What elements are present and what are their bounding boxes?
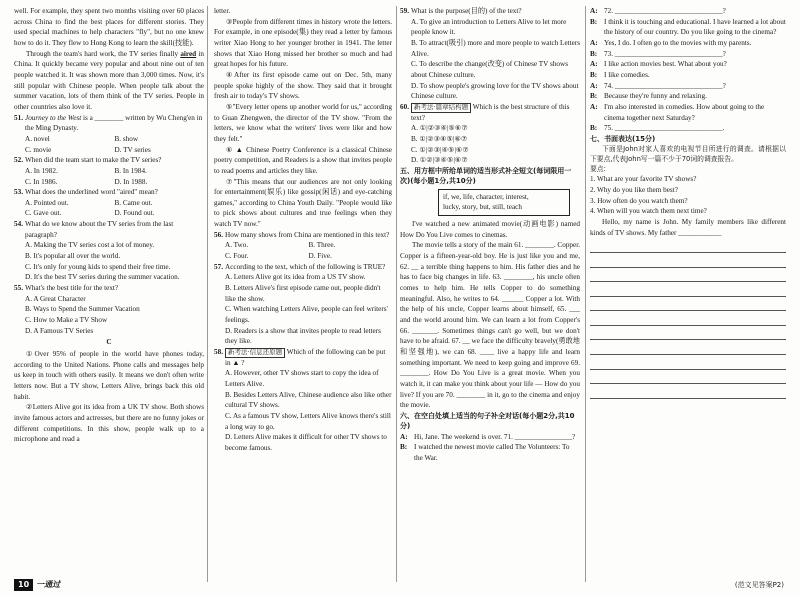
option-b[interactable]: B. In 1984. [114, 166, 147, 175]
option-c[interactable]: C. To describe the change(改变) of Chinese TV shows about Chinese culture. [411, 60, 568, 79]
writing-line[interactable] [590, 297, 786, 312]
writing-point: 4. When will you watch them next time? [590, 207, 707, 216]
writing-line[interactable] [590, 340, 786, 355]
options-row [214, 240, 392, 251]
speaker: A: [590, 60, 598, 69]
essay-start: Hello, my name is John. My family members like different kinds of TV shows. My father ____________ [590, 218, 786, 237]
passage-c-para: ⑦"This means that our audiences are not only looking for entertainment(娱乐) like gossip(闲话) and eye-catching games," according to China Youth Daily. "People would like to pick shows about cultures and true feelings when they watch TV now." [214, 177, 392, 229]
option-b[interactable]: B. Three. [308, 241, 336, 250]
options-row [14, 134, 204, 145]
question-number: 51. [14, 113, 23, 122]
column-3 [400, 6, 580, 464]
column-4 [590, 6, 786, 399]
option-a[interactable]: A. ①|②③④|⑤⑥⑦ [411, 124, 468, 133]
options-row [214, 251, 392, 262]
stem-text: Which of the following can be put in ▲ ? [225, 348, 386, 367]
dialog-line [590, 38, 786, 49]
question-number: 52. [14, 156, 23, 165]
question-stem: What do we know about the TV series from the last paragraph? [25, 220, 174, 239]
passage-c-para: ④After its first episode came out on Dec. 5th, many people spoke highly of the show. They said that it brought fresh air to today's TV shows. [214, 70, 392, 101]
option-d[interactable]: D. Letters Alive makes it difficult for other TV shows to become famous. [225, 433, 387, 453]
writing-line[interactable] [590, 370, 786, 385]
question-58 [214, 347, 392, 368]
writing-point: 1. What are your favorite TV shows? [590, 175, 697, 184]
dialog-text[interactable]: 73. ______________________________? [604, 49, 726, 58]
writing-line[interactable] [590, 311, 786, 326]
question-57 [214, 262, 392, 273]
question-number: 59. [400, 7, 409, 15]
writing-line[interactable] [590, 238, 786, 253]
passage-c-para: ⑤"Every letter opens up another world for us," according to Guan Zhengwen, the director of the TV show. "From the letters, we know what the writers' lives were like and how they felt." [214, 102, 392, 143]
question-number: 57. [214, 262, 223, 271]
column-divider [585, 6, 586, 582]
option-b[interactable]: B. Came out. [114, 198, 153, 207]
aired-word: aired [180, 49, 197, 58]
book-title: Journey to the West [25, 113, 82, 122]
option-b[interactable]: B. Letters Alive's first episode came out, people didn't like the show. [225, 284, 381, 303]
cloze-para: I've watched a new animated movie(动画电影) named How Do You Live comes to cinemas. [400, 220, 580, 239]
question-56 [214, 230, 392, 241]
option-c[interactable]: C. As a famous TV show, Letters Alive knows there's still a long way to go. [225, 412, 391, 431]
option-c[interactable]: C. Four. [225, 252, 249, 261]
options-row [14, 208, 204, 219]
question-number: 58. [214, 348, 223, 356]
writing-line[interactable] [590, 384, 786, 399]
question-51 [14, 113, 204, 134]
stem-text: is a ________ written by Wu Cheng'en in the Ming Dynasty. [25, 113, 203, 133]
dialog-text: I watched the newest movie called The Volunteers: To the War. [414, 443, 570, 462]
option-d[interactable]: D. Readers is a show that invites people to read letters they like. [225, 326, 381, 346]
dialog-line [590, 91, 786, 102]
question-stem: What does the underlined word "aired" mean? [25, 188, 158, 197]
question-53 [14, 187, 204, 198]
option-c[interactable]: C. ①|②③|④⑤|⑥⑦ [411, 145, 469, 154]
writing-line[interactable] [590, 326, 786, 341]
question-stem: According to the text, which of the following is TRUE? [225, 262, 386, 271]
section-7-title: 七、书面表达(15分) [590, 134, 656, 143]
speaker: A: [590, 102, 598, 111]
option-a[interactable]: A. A Great Character [25, 294, 86, 303]
question-type-tag: 新考法·信息还原题 [225, 348, 285, 358]
question-number: 53. [14, 188, 23, 197]
option-c[interactable]: C. When watching Letters Alive, people can feel writers' feelings. [225, 305, 388, 325]
writing-line[interactable] [590, 268, 786, 283]
dialog-line [590, 49, 786, 60]
passage-c-para: ①Over 95% of people in the world have phones today, according to the United Nations. Phone calls and messages help us keep in touch with others easily. It means we don't often write letters now. But a TV show, Letters Alive, brings back this old habit. [14, 350, 204, 401]
points-label: 要点: [590, 165, 606, 174]
writing-intro: 下面是John对家人喜欢的电视节目所进行的调查。请根据以下要点,代表John写一篇不少于70词的调查报告。 [590, 145, 786, 164]
writing-point: 3. How often do you watch them? [590, 196, 688, 205]
brand-logo: 一通过 [36, 580, 61, 589]
speaker: B: [590, 92, 598, 101]
dialog-text: I like action movies best. What about you? [604, 60, 727, 69]
question-stem: What is the purpose(目的) of the text? [411, 7, 522, 15]
dialog-line [590, 59, 786, 70]
option-a[interactable]: A. Pointed out. [25, 198, 69, 207]
dialog-text: I'm also interested in comedies. How about going to the cinema together next Saturday? [604, 102, 765, 122]
dialog-text[interactable]: 72. ______________________________? [604, 7, 726, 15]
option-a[interactable]: A. Letters Alive got its idea from a US TV show. [225, 273, 366, 282]
speaker: A: [590, 81, 598, 90]
question-52 [14, 155, 204, 166]
dialog-text[interactable]: 75. ______________________________. [604, 124, 725, 133]
option-d[interactable]: D. ①②|③④⑤|⑥⑦ [411, 156, 468, 165]
dialog-text[interactable]: 74. ______________________________? [604, 81, 726, 90]
answer-note: (范文见答案P2) [734, 581, 784, 589]
speaker: A: [590, 7, 598, 15]
option-d[interactable]: D. It's the best TV series during the summer vacation. [25, 273, 180, 282]
question-stem [225, 347, 392, 368]
option-d[interactable]: D. To show people's growing love for the TV shows about Chinese culture. [411, 81, 579, 101]
option-d[interactable]: D. A Famous TV Series [25, 326, 94, 335]
options-row [14, 166, 204, 177]
question-stem: When did the team start to make the TV series? [25, 156, 162, 165]
page-number: 10 [14, 579, 33, 591]
option-c[interactable]: C. In 1986. [25, 177, 58, 186]
dialog-line [590, 102, 786, 123]
dialog-text: Because they're funny and relaxing. [604, 92, 707, 101]
option-b[interactable]: B. ①|②③④⑤|⑥⑦ [411, 135, 468, 144]
dialog-text[interactable]: Hi, Jane. The weekend is over. 71. ________________? [414, 432, 576, 441]
question-number: 60. [400, 102, 409, 111]
section-5-title: 五、用方框中所给单词的适当形式补全短文(每词限用一次)(每小题1分,共10分) [400, 166, 572, 186]
option-c[interactable]: C. Gave out. [25, 209, 62, 218]
cloze-para: The movie tells a story of the main 61. ________. Copper. Copper is a fifteen-year-old boy. He is just like you and me, 62. __ a terrible thing happens to him. His father dies and he has to face big changes in life. 63. ________, his uncle often comes to help him. He tells Copper to do something meaningful. Also, he writes to 64. ______ Copper a lot. With the help of his uncle, Copper learns about himself, 65. ___ and the world around him. We can learn a lot from Copper's 66. _______. Sometimes things can't go well, but we don't have to be afraid. 67. __ we face the difficulty bravely(勇敢地和坚强地), we can 68. ____ live a happy life and learn something important. We need to keep going and improve 69. ________. How Do You Live is a great movie. When you watch it, it can make you think about your life — How do you live? If you are 70. ________ in it, go to the cinema and enjoy the movie. [400, 241, 580, 410]
passage-b-para: well. For example, they spent two months visiting over 60 places across China to find the best places for different stories. They used special machines to help characters "fly", but no one knew how to do it. They flew to Hong Kong to learn the skill(技能). [14, 7, 204, 47]
column-1 [14, 6, 204, 445]
writing-line[interactable] [590, 253, 786, 268]
dialog-line [590, 123, 786, 134]
column-divider [207, 6, 208, 582]
passage-c-para: ③People from different times in history wrote the letters. For example, in one episode(集) they read a letter by famous writer Xiao Hong to her younger brother in 1941. The letter shows that Xiao Hong missed her brother so much and had great hopes for his future. [214, 17, 392, 69]
options-row [14, 145, 204, 156]
option-a[interactable]: A. In 1982. [25, 166, 58, 175]
options-row [14, 177, 204, 188]
question-stem [411, 102, 580, 123]
writing-line[interactable] [590, 282, 786, 297]
option-c[interactable]: C. It's only for young kids to spend their free time. [25, 262, 171, 271]
question-60 [400, 102, 580, 123]
dialog-line [400, 442, 580, 463]
option-c[interactable]: C. movie [25, 145, 52, 154]
question-number: 55. [14, 284, 23, 293]
question-stem: How many shows from China are mentioned in this text? [225, 230, 390, 239]
speaker: B: [590, 17, 598, 26]
option-a[interactable]: A. Making the TV series cost a lot of money. [25, 241, 155, 250]
speaker: B: [590, 49, 598, 58]
option-a[interactable]: A. To give an introduction to Letters Alive to let more people know it. [411, 17, 567, 37]
question-59 [400, 6, 580, 17]
speaker: B: [590, 124, 598, 133]
column-divider [396, 6, 397, 582]
word-box-line: lucky, story, but, still, teach [443, 203, 522, 212]
passage-c-para: ②Letters Alive got its idea from a UK TV show. Both shows invite famous actors and actresses, but there are no funny jokes or different competitions. In this show, people walk up to a microphone and read a [14, 403, 204, 444]
dialog-line [400, 432, 580, 443]
writing-point: 2. Why do you like them best? [590, 186, 678, 195]
option-b[interactable]: B. Besides Letters Alive, Chinese audience also like other cultural TV shows. [225, 390, 392, 410]
option-d[interactable]: D. Five. [308, 252, 332, 261]
question-type-tag: 新考法·篇章结构题 [411, 103, 471, 113]
dialog-text: I think it is touching and educational. I have learned a lot about the history of our country. Do you like going to the cinema? [604, 17, 786, 37]
speaker: B: [590, 70, 598, 79]
dialog-line [590, 6, 786, 17]
option-c[interactable]: C. How to Make a TV Show [25, 316, 108, 325]
stem-text: Which is the best structure of this text? [411, 102, 570, 122]
section-6-title: 六、在空白处填上适当的句子补全对话(每小题2分,共10分) [400, 411, 575, 431]
word-box-line: if, we, life, character, interest, [443, 192, 529, 201]
question-stem: What's the best title for the text? [25, 284, 119, 293]
question-54 [14, 219, 204, 240]
dialog-line [590, 70, 786, 81]
option-b[interactable]: B. Ways to Spend the Summer Vacation [25, 305, 140, 314]
option-b[interactable]: B. It's popular all over the world. [25, 252, 121, 261]
speaker: A: [400, 432, 408, 441]
speaker: B: [400, 443, 408, 452]
question-number: 54. [14, 220, 23, 229]
writing-lines[interactable] [590, 238, 786, 399]
option-a[interactable]: A. novel [25, 134, 50, 143]
question-number: 56. [214, 230, 223, 239]
dialog-line [590, 17, 786, 38]
option-a[interactable]: A. However, other TV shows start to copy the idea of Letters Alive. [225, 369, 379, 389]
word-box [438, 189, 570, 216]
dialog-text: I like comedies. [604, 70, 650, 79]
passage-c-para: ⑥ ▲ Chinese Poetry Conference is a classical Chinese poetry competition, and Readers is a show that invites people to read poems and articles they like. [214, 145, 392, 175]
options-row [14, 198, 204, 209]
question-55 [14, 283, 204, 294]
passage-c-para: letter. [214, 7, 231, 15]
option-b[interactable]: B. show [114, 134, 139, 143]
option-b[interactable]: B. To attract(吸引) more and more people to watch Letters Alive. [411, 38, 581, 58]
passage-b-para: Through the team's hard work, the TV series finally aired in China. It quickly became very popular and about nine out of ten people watched it. It was shown more than 3,000 times. Now, it's still popular with Chinese people. When people talk about the summer vacation, lots of them think of the TV series. People in other countries also love it. [14, 49, 205, 111]
page-footer [14, 579, 60, 591]
column-2 [214, 6, 392, 454]
option-a[interactable]: A. Two. [225, 241, 249, 250]
option-d[interactable]: D. TV series [114, 145, 151, 154]
speaker: A: [590, 38, 598, 47]
option-d[interactable]: D. In 1988. [114, 177, 148, 186]
writing-line[interactable] [590, 355, 786, 370]
section-c-heading: C [106, 338, 112, 347]
dialog-line [590, 81, 786, 92]
dialog-text: Yes, I do. I often go to the movies with my parents. [604, 38, 752, 47]
question-stem [25, 113, 204, 134]
option-d[interactable]: D. Found out. [114, 209, 155, 218]
